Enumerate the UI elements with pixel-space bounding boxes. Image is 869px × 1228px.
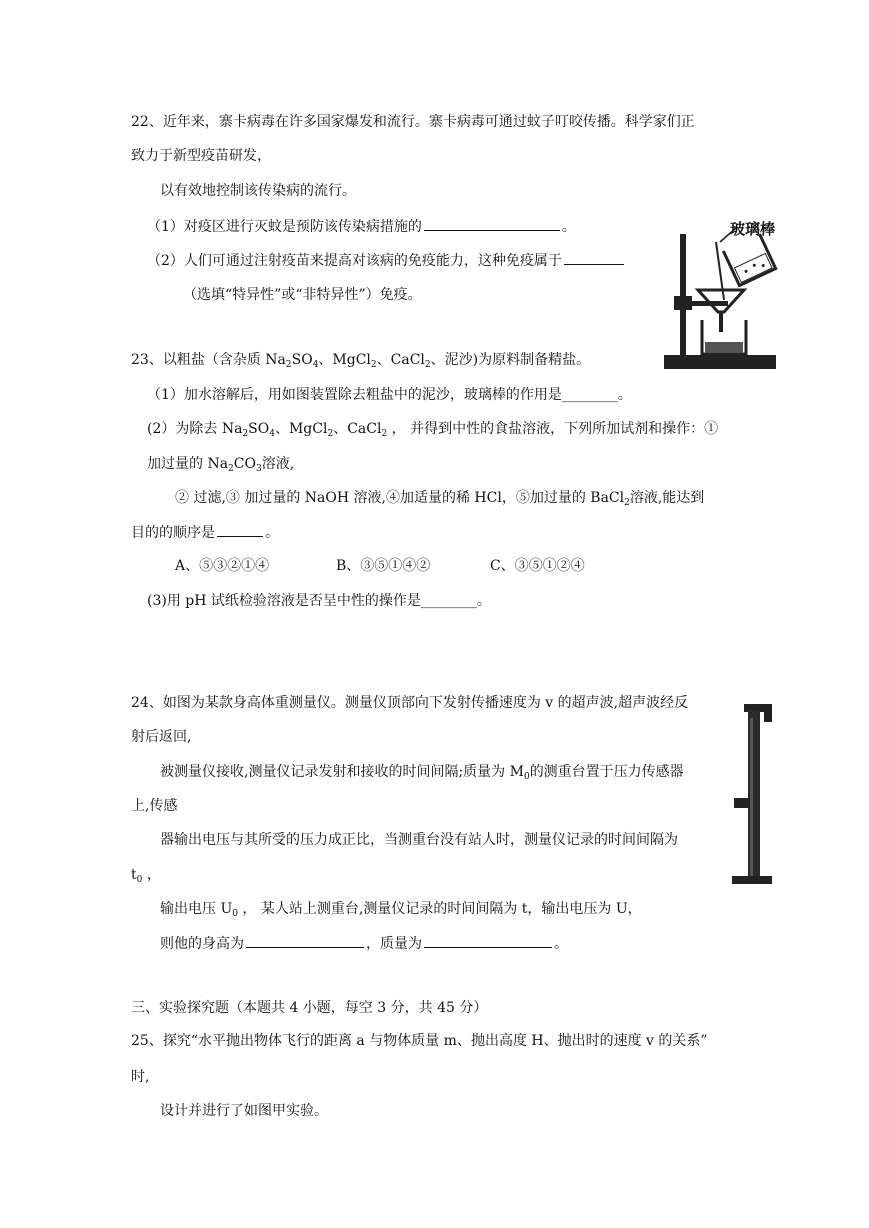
q23-intro-a: 23、以粗盐（含杂质 Na <box>131 352 286 368</box>
q24-line7 <box>160 899 642 919</box>
q22-part2 <box>147 250 626 271</box>
q23-sub: 2 <box>370 360 377 370</box>
q24-l7b: ， 某人站上测重台,测量仪记录的时间间隔为 t，输出电压为 U， <box>237 901 642 917</box>
q24-line3 <box>160 762 684 782</box>
q23-p2-f: 加过量的 Na <box>147 456 229 472</box>
q23-part1: （1）加水溶解后，用如图装置除去粗盐中的泥沙，玻璃棒的作用是________。 <box>147 387 632 403</box>
q24-line6 <box>131 865 161 885</box>
q22-part2-options: （选填“特异性”或“非特异性”）免疫。 <box>183 287 422 303</box>
height-meter-icon <box>730 698 784 888</box>
q23-p2-k: 目的的顺序是 <box>131 525 215 541</box>
q23-p2-c: 、MgCl <box>274 421 328 437</box>
q24-l8b: ，质量为 <box>366 936 422 952</box>
q22-part1-blank[interactable] <box>424 216 560 231</box>
q24-height-blank[interactable] <box>246 933 364 948</box>
q23-p2-d: 、CaCl <box>333 421 382 437</box>
q23-part2-order <box>131 522 279 543</box>
q22-intro-line2: 致力于新型疫苗研发， <box>131 148 271 164</box>
q23-sub: 2 <box>327 429 334 439</box>
q23-p2-a: (2）为除去 Na <box>147 421 243 437</box>
q23-p2-h: 溶液, <box>261 456 295 472</box>
q22-part2-text: （2）人们可通过注射疫苗来提高对该病的免疫能力，这种免疫属于 <box>147 253 562 269</box>
q23-option-c: C、③⑤①②④ <box>490 558 585 574</box>
q24-sub: 0 <box>232 909 238 919</box>
q23-intro-b: SO <box>291 352 313 368</box>
q23-sub: 2 <box>381 429 388 439</box>
q24-line1: 24、如图为某款身高体重测量仪。测量仪顶部向下发射传播速度为 v 的超声波,超声波经反 <box>131 695 689 711</box>
q22-part2-blank[interactable] <box>564 250 624 265</box>
section3-title: 三、实验探究题（本题共 4 小题，每空 3 分，共 45 分） <box>131 1000 488 1016</box>
q23-part2 <box>147 419 718 439</box>
q23-intro-c: 、MgCl <box>318 352 371 368</box>
q23-part2-steps <box>175 488 704 508</box>
q23-sub: 2 <box>285 360 292 370</box>
q24-l3a: 被测量仪接收,测量仪记录发射和接收的时间间隔;质量为 M <box>160 764 524 780</box>
q23-part2-cont <box>147 454 294 474</box>
q24-l8a: 则他的身高为 <box>160 936 244 952</box>
q23-p2-g: CO <box>233 456 256 472</box>
q25-line3: 设计并进行了如图甲实验。 <box>160 1103 328 1119</box>
q24-l6a: t <box>131 867 137 883</box>
q24-line8 <box>160 933 568 954</box>
q22-intro-line1: 22、近年来，寨卡病毒在许多国家爆发和流行。寨卡病毒可通过蚊子叮咬传播。科学家们正 <box>131 114 695 130</box>
filtration-apparatus-figure <box>658 212 788 372</box>
q22-intro-line3: 以有效地控制该传染病的流行。 <box>160 183 356 199</box>
q24-l7a: 输出电压 U <box>160 901 233 917</box>
q23-sub: 4 <box>312 360 319 370</box>
q22-part1-end: 。 <box>561 219 576 235</box>
q24-sub: 0 <box>136 875 143 885</box>
q24-l6b: ， <box>142 867 161 883</box>
q23-p2-e: ， 并得到中性的食盐溶液，下列所加试剂和操作：① <box>387 421 719 437</box>
q23-sub: 4 <box>269 429 275 439</box>
q23-intro-d: 、CaCl <box>376 352 425 368</box>
q24-l3b: 的测重台置于压力传感器 <box>529 764 684 780</box>
q24-mass-blank[interactable] <box>424 933 552 948</box>
q24-line2: 射后返回, <box>131 729 192 745</box>
q22-part1 <box>147 216 576 237</box>
q22-part1-text: （1）对疫区进行灭蚊是预防该传染病措施的 <box>147 219 422 235</box>
q24-sub: 0 <box>523 772 530 782</box>
q24-l8c: 。 <box>554 936 568 952</box>
q23-sub: 2 <box>228 464 234 474</box>
q23-sub: 2 <box>242 429 249 439</box>
q23-p2-j: 溶液,能达到 <box>629 490 705 506</box>
q23-order-blank[interactable] <box>217 522 263 537</box>
q24-line5: 器输出电压与其所受的压力成正比，当测重台没有站人时，测量仪记录的时间间隔为 <box>160 832 678 848</box>
q23-option-b: B、③⑤①④② <box>336 558 431 574</box>
q23-part3: (3)用 pH 试纸检验溶液是否呈中性的操作是________。 <box>147 593 491 609</box>
q25-line1: 25、探究“水平抛出物体飞行的距离 a 与物体质量 m、抛出高度 H、抛出时的速度 v 的关系” <box>131 1033 708 1049</box>
q24-line4: 上,传感 <box>131 798 178 814</box>
height-meter-figure <box>730 698 784 888</box>
q23-p2-l: 。 <box>265 525 279 541</box>
q23-intro-e: 、泥沙)为原料制备精盐。 <box>430 352 591 368</box>
q23-sub: 2 <box>424 360 431 370</box>
q25-line2: 时, <box>131 1069 150 1085</box>
q23-sub: 2 <box>624 498 630 508</box>
q23-intro <box>131 350 590 370</box>
q23-p2-i: ② 过滤,③ 加过量的 NaOH 溶液,④加适量的稀 HCl，⑤加过量的 BaCl <box>175 490 625 506</box>
q23-sub: 3 <box>255 464 262 474</box>
q23-p2-b: SO <box>248 421 270 437</box>
q23-option-a: A、⑤③②①④ <box>175 558 270 574</box>
glass-rod-label: 玻璃棒 <box>730 220 776 238</box>
